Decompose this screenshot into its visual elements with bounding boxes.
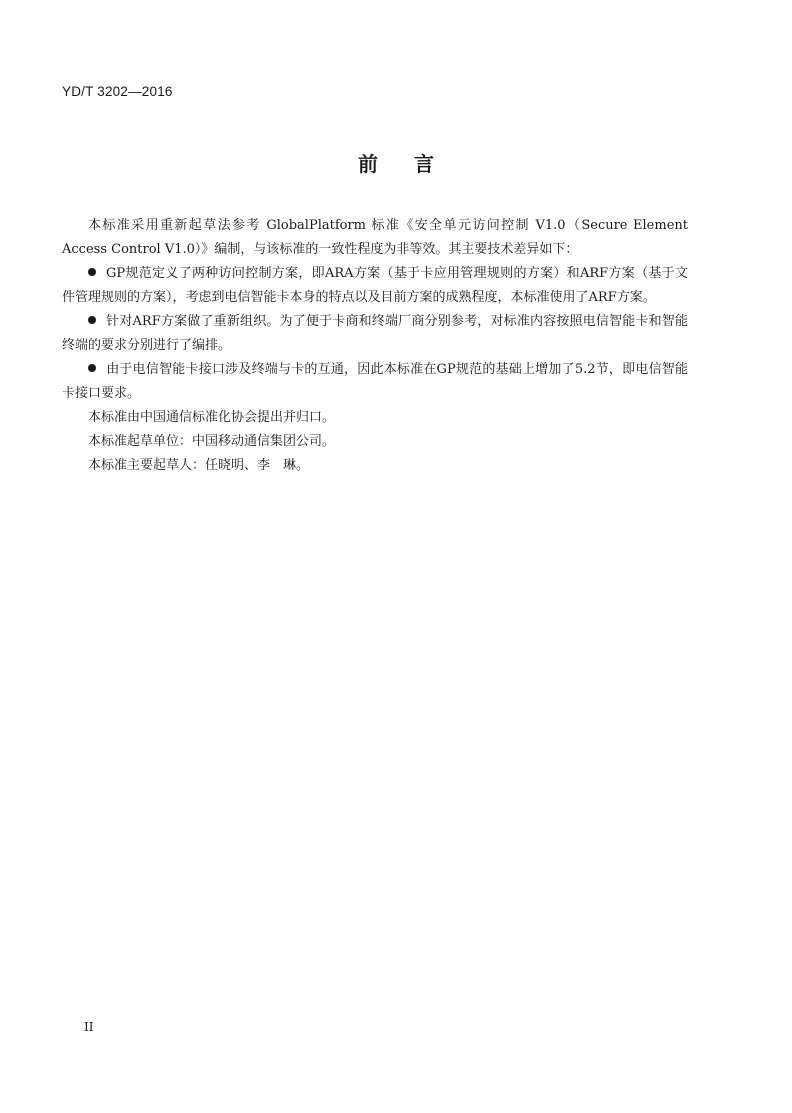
bullet-item bbox=[62, 262, 688, 310]
bullet-text: 针对ARF方案做了重新组织。为了便于卡商和终端厂商分别参考，对标准内容按照电信智能卡和智能终端的要求分别进行了编排。 bbox=[62, 314, 688, 353]
bullet-dot-icon bbox=[88, 316, 96, 324]
drafting-unit-paragraph: 本标准起草单位：中国移动通信集团公司。 bbox=[88, 434, 336, 449]
bullet-dot-icon bbox=[88, 268, 96, 276]
document-body bbox=[62, 214, 688, 478]
drafters-rest: 琳。 bbox=[283, 458, 310, 473]
drafters-label: 本标准主要起草人：任晓明、李 bbox=[88, 458, 271, 473]
bullet-text: GP规范定义了两种访问控制方案，即ARA方案（基于卡应用管理规则的方案）和ARF方案（基于文件管理规则的方案），考虑到电信智能卡本身的特点以及目前方案的成熟程度，本标准使用了ARF方案。 bbox=[62, 266, 688, 305]
page-title: 前言 bbox=[358, 152, 470, 176]
bullet-item bbox=[62, 310, 688, 358]
standard-code: YD/T 3202—2016 bbox=[62, 84, 173, 99]
intro-paragraph: 本标准采用重新起草法参考 GlobalPlatform 标准《安全单元访问控制 V1.0（Secure Element Access Control V1.0）》编制，与该标准的一致性程度为非等效。其主要技术差异如下： bbox=[62, 218, 688, 257]
proposer-paragraph: 本标准由中国通信标准化协会提出并归口。 bbox=[88, 410, 336, 425]
bullet-dot-icon bbox=[88, 364, 96, 372]
drafters-paragraph bbox=[62, 454, 688, 478]
page-number: II bbox=[84, 1020, 94, 1034]
bullet-text: 由于电信智能卡接口涉及终端与卡的互通，因此本标准在GP规范的基础上增加了5.2节，即电信智能卡接口要求。 bbox=[62, 362, 688, 401]
bullet-item bbox=[62, 358, 688, 406]
